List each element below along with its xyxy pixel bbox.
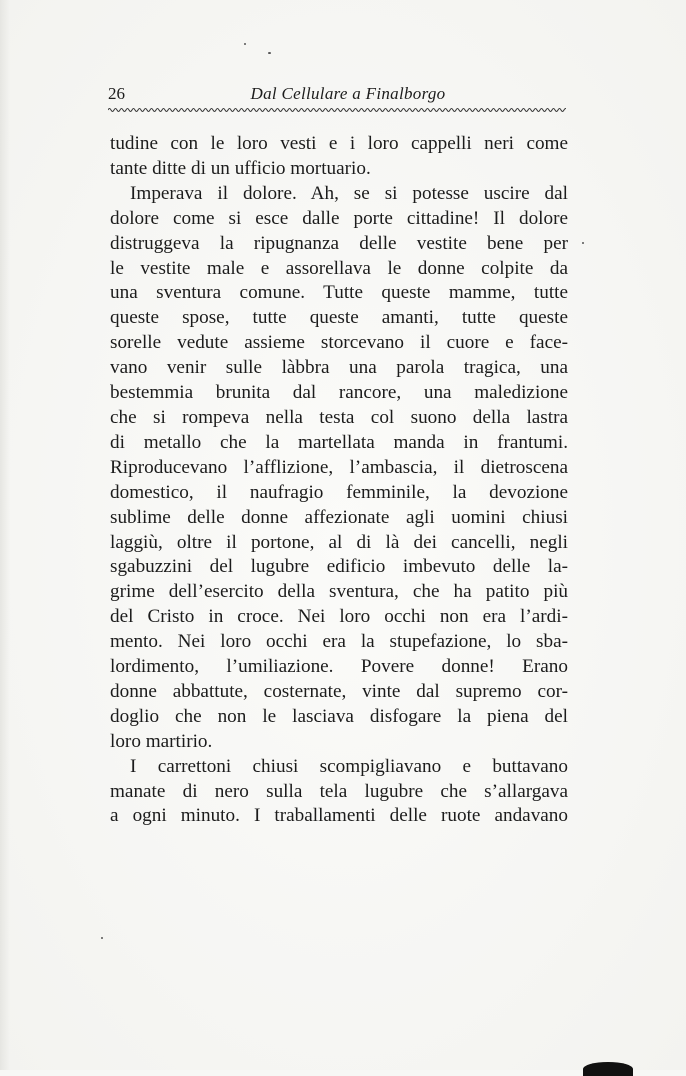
text-line: bestemmia brunita dal rancore, una maledizione	[110, 382, 568, 404]
text-line: distruggeva la ripugnanza delle vestite bene per	[110, 232, 568, 254]
text-line: domestico, il naufragio femminile, la devozione	[110, 481, 568, 503]
paper-speck	[268, 52, 271, 54]
text-line: tante ditte di un ufficio mortuario.	[110, 157, 371, 179]
text-line: I carrettoni chiusi scompigliavano e buttavano	[130, 755, 568, 777]
paper-speck	[582, 242, 584, 244]
text-line: doglio che non le lasciava disfogare la piena del	[110, 705, 568, 727]
paragraph-carrettoni	[110, 755, 568, 830]
paper-speck	[101, 937, 103, 939]
text-line: vano venir sulle làbbra una parola tragica, una	[110, 357, 568, 379]
paragraph-continuation	[110, 132, 568, 182]
text-line: queste spose, tutte queste amanti, tutte queste	[110, 307, 568, 329]
text-line: manate di nero sulla tela lugubre che s’allargava	[110, 780, 568, 802]
text-line: le vestite male e assorellava le donne colpite da	[110, 257, 568, 279]
text-line: sgabuzzini del lugubre edificio imbevuto delle la-	[110, 556, 568, 578]
text-line: loro martirio.	[110, 730, 213, 752]
text-line: dolore come si esce dalle porte cittadine! Il dolore	[110, 207, 568, 229]
text-line: laggiù, oltre il portone, al di là dei cancelli, negli	[110, 531, 568, 553]
text-line: una sventura comune. Tutte queste mamme, tutte	[110, 282, 568, 304]
page-edge-shadow	[0, 0, 10, 1070]
corner-ink-blot	[583, 1062, 633, 1076]
text-line: del Cristo in croce. Nei loro occhi non era l’ardi-	[110, 606, 568, 628]
running-head	[108, 84, 568, 106]
body-text	[110, 132, 568, 829]
text-line: tudine con le loro vesti e i loro cappelli neri come	[110, 133, 568, 154]
text-line: mento. Nei loro occhi era la stupefazione, lo sba-	[110, 631, 568, 653]
text-line: sorelle vedute assieme storcevano il cuore e face-	[110, 332, 568, 354]
page-number: 26	[108, 84, 125, 103]
wavy-rule-divider	[108, 106, 566, 114]
text-line: grime dell’esercito della sventura, che ha patito più	[110, 581, 568, 603]
text-line: Riproducevano l’afflizione, l’ambascia, il dietroscena	[110, 456, 568, 478]
paper-speck	[244, 43, 246, 45]
text-line: sublime delle donne affezionate agli uomini chiusi	[110, 506, 568, 528]
text-line: che si rompeva nella testa col suono della lastra	[110, 406, 568, 428]
running-title: Dal Cellulare a Finalborgo	[250, 84, 446, 103]
text-line: di metallo che la martellata manda in frantumi.	[110, 431, 568, 453]
text-line: Imperava il dolore. Ah, se si potesse uscire dal	[130, 182, 568, 204]
paragraph-imperava	[110, 182, 568, 755]
text-line: donne abbattute, costernate, vinte dal supremo cor-	[110, 680, 568, 702]
text-line: a ogni minuto. I traballamenti delle ruote andavano	[110, 805, 568, 827]
text-line: lordimento, l’umiliazione. Povere donne! Erano	[110, 656, 568, 678]
